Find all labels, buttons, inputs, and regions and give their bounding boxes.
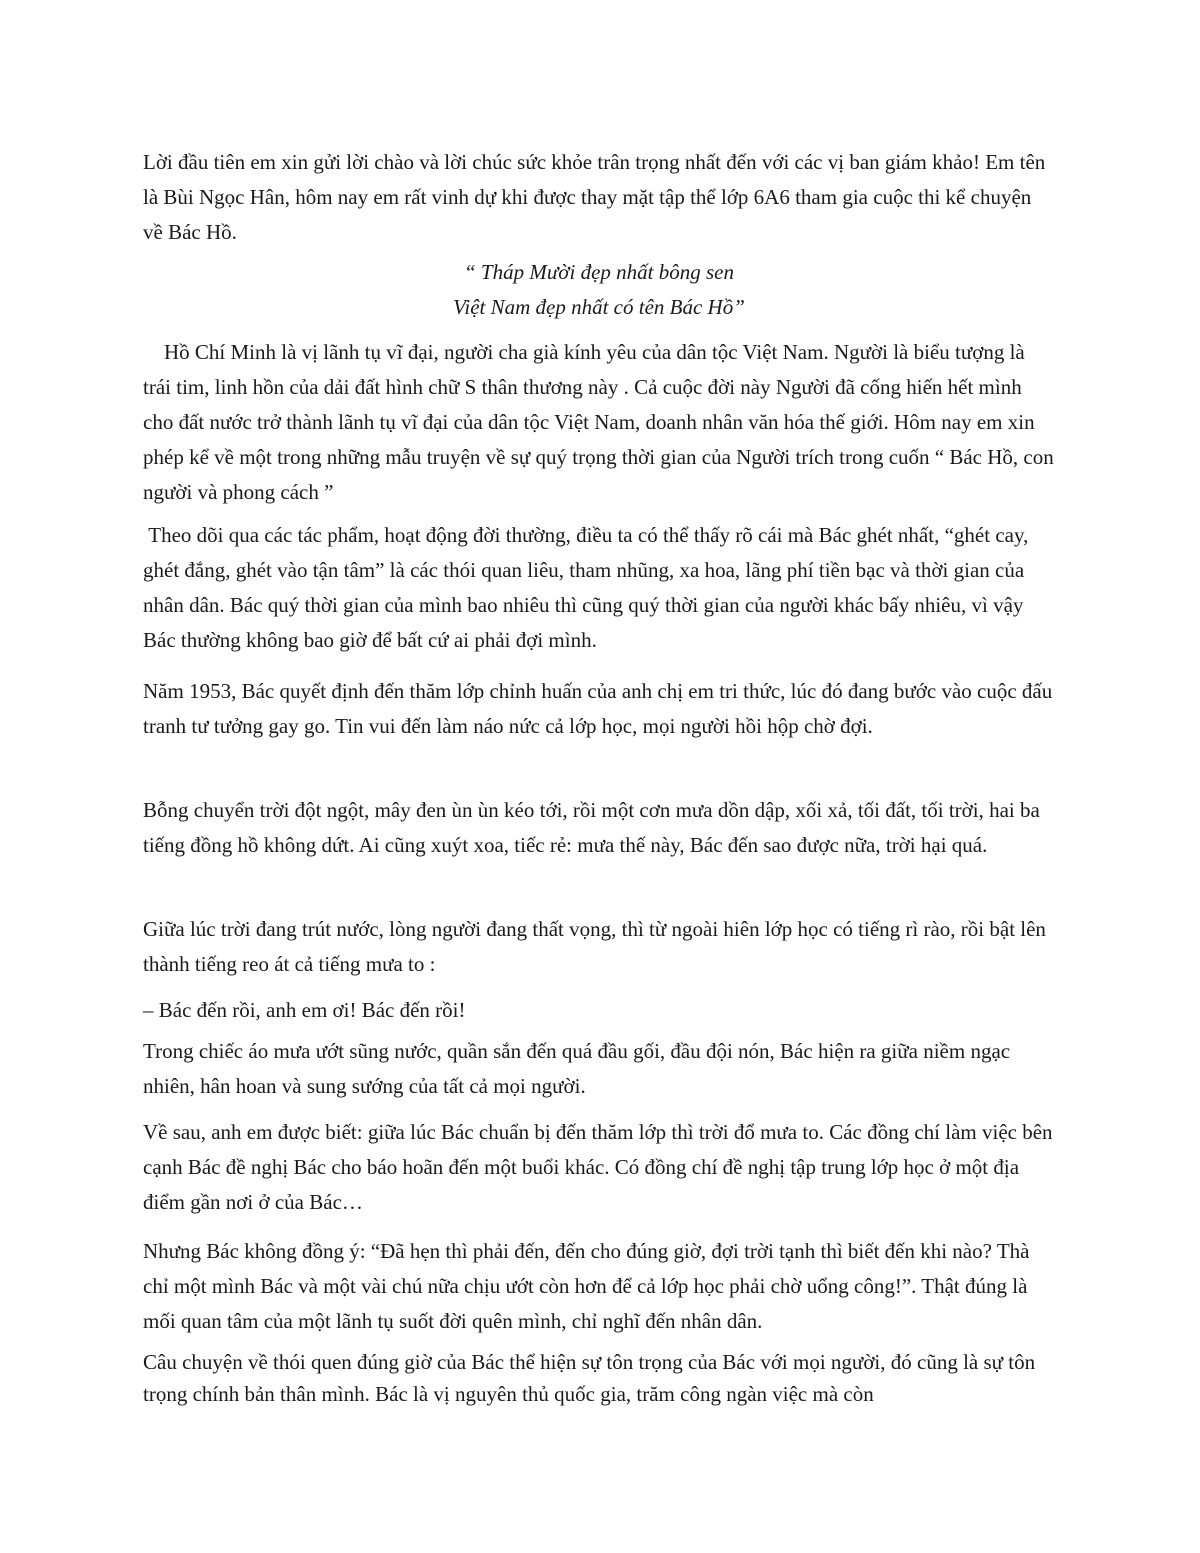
body-paragraph: – Bác đến rồi, anh em ơi! Bác đến rồi! [143,998,466,1022]
poem-quote [143,255,1055,325]
poem-line: Việt Nam đẹp nhất có tên Bác Hồ” [453,295,745,319]
body-paragraph: Theo dõi qua các tác phẩm, hoạt động đời thường, điều ta có thể thấy rõ cái mà Bác ghét nhất, “ghét cay, ghét đắng, ghét vào tận tâm” là các thói quan liêu, tham nhũng, xa hoa, lãng phí tiền bạc và thời gian của nhân dân. Bác quý thời gian của mình bao nhiêu thì cũng quý thời gian của người khác bấy nhiêu, vì vậy Bác thường không bao giờ để bất cứ ai phải đợi mình. [143,523,1034,652]
body-paragraph: Giữa lúc trời đang trút nước, lòng người đang thất vọng, thì từ ngoài hiên lớp học có tiếng rì rào, rồi bật lên thành tiếng reo át cả tiếng mưa to : [143,917,1046,976]
body-paragraph: Hồ Chí Minh là vị lãnh tụ vĩ đại, người cha già kính yêu của dân tộc Việt Nam. Người là biểu tượng là trái tim, linh hồn của dải đất hình chữ S thân thương này . Cả cuộc đời này Người đã cống hiến hết mình cho đất nước trở thành lãnh tụ vĩ đại của dân tộc Việt Nam, doanh nhân văn hóa thế giới. Hôm nay em xin phép kể về một trong những mẫu truyện về sự quý trọng thời gian của Người trích trong cuốn “ Bác Hồ, con người và phong cách ” [143,340,1059,504]
body-paragraph: Trong chiếc áo mưa ướt sũng nước, quần sắn đến quá đầu gối, đầu đội nón, Bác hiện ra giữa niềm ngạc nhiên, hân hoan và sung sướng của tất cả mọi người. [143,1039,1011,1098]
intro-paragraph: Lời đầu tiên em xin gửi lời chào và lời chúc sức khỏe trân trọng nhất đến với các vị ban giám khảo! Em tên là Bùi Ngọc Hân, hôm nay em rất vinh dự khi được thay mặt tập thể lớp 6A6 tham gia cuộc thi kể chuyện về Bác Hồ. [143,150,1046,244]
body-paragraph: Bỗng chuyển trời đột ngột, mây đen ùn ùn kéo tới, rồi một cơn mưa dồn dập, xối xả, tối đất, tối trời, hai ba tiếng đồng hồ không dứt. Ai cũng xuýt xoa, tiếc rẻ: mưa thế này, Bác đến sao được nữa, trời hại quá. [143,798,1040,857]
body-paragraph: Năm 1953, Bác quyết định đến thăm lớp chỉnh huấn của anh chị em tri thức, lúc đó đang bước vào cuộc đấu tranh tư tưởng gay go. Tin vui đến làm náo nức cả lớp học, mọi người hồi hộp chờ đợi. [143,679,1053,738]
body-paragraph: Câu chuyện về thói quen đúng giờ của Bác thể hiện sự tôn trọng của Bác với mọi người, đó cũng là sự tôn trọng chính bản thân mình. Bác là vị nguyên thủ quốc gia, trăm công ngàn việc mà còn [143,1350,1036,1406]
poem-line: “ Tháp Mười đẹp nhất bông sen [464,260,734,284]
body-paragraph: Về sau, anh em được biết: giữa lúc Bác chuẩn bị đến thăm lớp thì trời đổ mưa to. Các đồng chí làm việc bên cạnh Bác đề nghị Bác cho báo hoãn đến một buổi khác. Có đồng chí đề nghị tập trung lớp học ở một địa điểm gần nơi ở của Bác… [143,1120,1053,1214]
body-paragraph: Nhưng Bác không đồng ý: “Đã hẹn thì phải đến, đến cho đúng giờ, đợi trời tạnh thì biết đến khi nào? Thà chỉ một mình Bác và một vài chú nữa chịu ướt còn hơn để cả lớp học phải chờ uổng công!”. Thật đúng là mối quan tâm của một lãnh tụ suốt đời quên mình, chỉ nghĩ đến nhân dân. [143,1239,1030,1333]
